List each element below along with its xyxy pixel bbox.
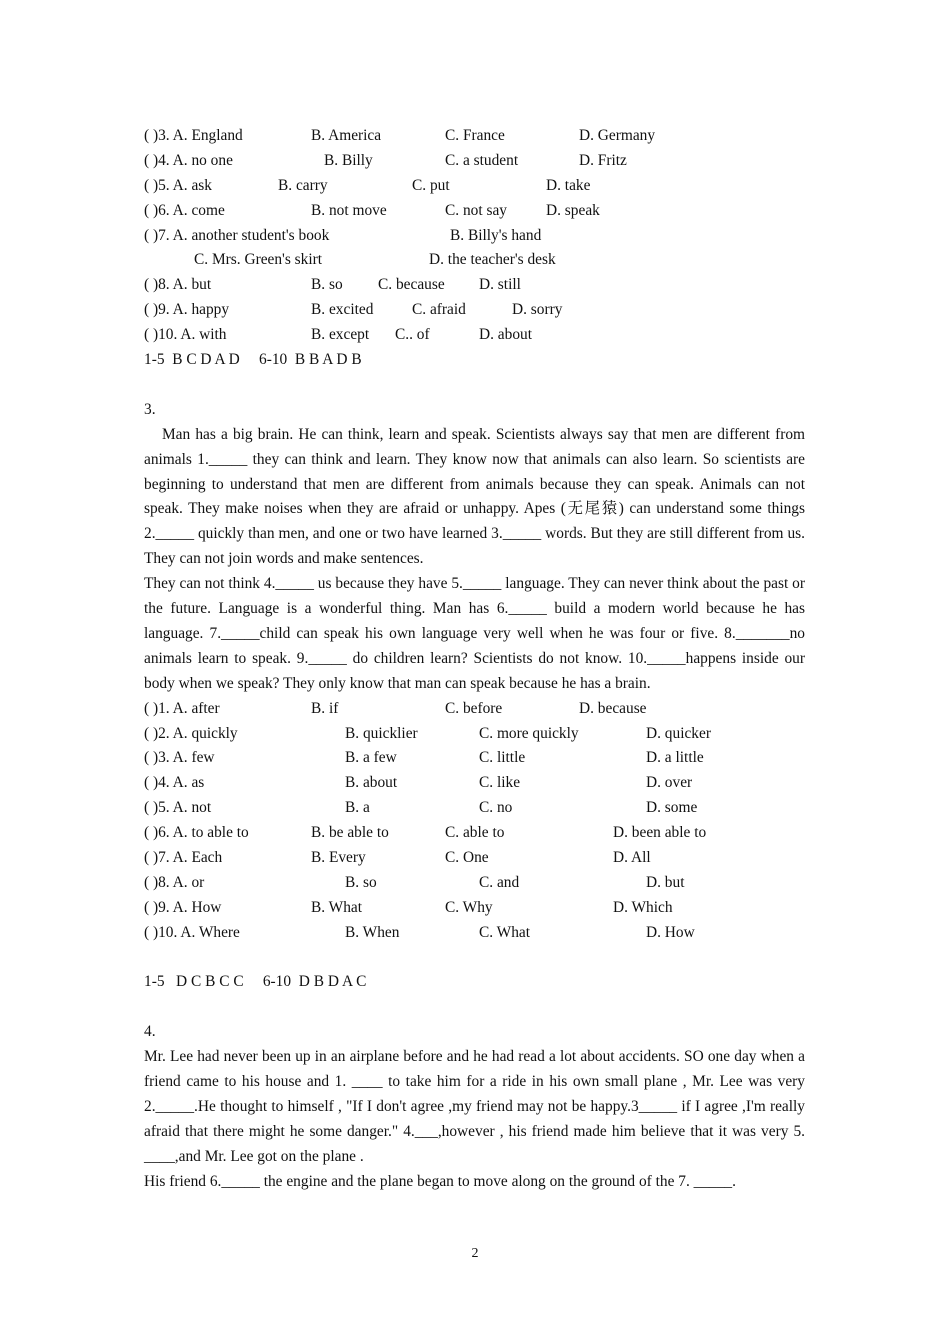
question-row bbox=[144, 199, 805, 224]
option-d: D. over bbox=[646, 774, 693, 792]
option-d: D. quicker bbox=[646, 724, 711, 742]
option-d: D. sorry bbox=[512, 301, 563, 319]
question-row bbox=[144, 697, 805, 722]
question-stem: ( )10. A. with bbox=[144, 326, 227, 344]
question-stem: ( )3. A. few bbox=[144, 749, 215, 767]
option-c: C. because bbox=[378, 276, 445, 294]
question-row bbox=[144, 273, 805, 298]
option-d: D. a little bbox=[646, 749, 704, 767]
question-row bbox=[144, 896, 805, 921]
option-c: C. more quickly bbox=[479, 724, 579, 742]
section-number: 3. bbox=[144, 400, 156, 418]
option-b: B. What bbox=[311, 898, 363, 916]
option-d: D. but bbox=[646, 873, 685, 891]
question-stem: ( )8. A. but bbox=[144, 276, 212, 294]
option-b: B. be able to bbox=[311, 824, 389, 842]
answer-key: 1-5 B C D A D 6-10 B B A D B bbox=[144, 351, 362, 369]
option-b: B. except bbox=[311, 326, 370, 344]
question-stem: ( )3. A. England bbox=[144, 127, 243, 144]
option-c: C. able to bbox=[445, 824, 505, 842]
option-b: B. so bbox=[345, 873, 377, 891]
option-c: C. no bbox=[479, 799, 513, 817]
option-c: C. not say bbox=[445, 201, 507, 219]
option-b: B. Billy bbox=[324, 151, 373, 169]
option-c: C. afraid bbox=[412, 301, 466, 319]
question-row bbox=[144, 224, 805, 249]
question-row bbox=[144, 298, 805, 323]
option-d: D. take bbox=[546, 176, 591, 194]
question-stem: ( )7. A. Each bbox=[144, 849, 223, 866]
option-c: C. like bbox=[479, 774, 521, 792]
option-b: B. carry bbox=[278, 176, 328, 194]
question-row bbox=[144, 871, 805, 896]
option-d: D. Germany bbox=[579, 127, 656, 144]
option-b: B. excited bbox=[311, 301, 374, 319]
option-c: C. and bbox=[479, 873, 520, 891]
option-b: B. a few bbox=[345, 749, 397, 767]
option-b: B. Billy's hand bbox=[450, 226, 542, 244]
question-stem: ( )5. A. not bbox=[144, 799, 212, 817]
option-b: B. Every bbox=[311, 849, 366, 866]
question-row bbox=[144, 796, 805, 821]
option-b: B. quicklier bbox=[345, 724, 418, 742]
question-stem: ( )5. A. ask bbox=[144, 176, 212, 194]
question-stem: ( )7. A. another student's book bbox=[144, 226, 330, 244]
option-c: C. What bbox=[479, 923, 531, 941]
question-row bbox=[144, 921, 805, 946]
question-row bbox=[144, 722, 805, 747]
section-number: 4. bbox=[144, 1023, 156, 1041]
page-content bbox=[144, 124, 805, 1195]
option-b: B. a bbox=[345, 799, 370, 817]
question-row bbox=[144, 248, 805, 273]
question-row bbox=[144, 174, 805, 199]
passage-paragraph: They can not think 4._____ us because they have 5._____ language. They can never think about the past or the future. Language is a wonderful thing. Man has 6._____ build a modern world because he has language. 7._____child can speak his own language very well when he was four or five. 8._______no animals learn to speak. 9._____ do children learn? Scientists do not know. 10._____happens inside our body when we speak? They only know that man can speak because he has a brain. bbox=[144, 575, 805, 692]
option-d: D. All bbox=[613, 849, 651, 866]
option-c: C. little bbox=[479, 749, 526, 767]
option-d: D. still bbox=[479, 276, 521, 294]
question-stem: ( )9. A. How bbox=[144, 898, 222, 916]
question-stem: ( )8. A. or bbox=[144, 873, 205, 891]
question-stem: ( )4. A. as bbox=[144, 774, 205, 792]
option-b: B. about bbox=[345, 774, 398, 792]
option-d: D. Which bbox=[613, 898, 673, 916]
option-d: D. been able to bbox=[613, 824, 707, 842]
option-d: D. How bbox=[646, 923, 695, 941]
question-stem: ( )1. A. after bbox=[144, 699, 220, 717]
option-c: C. before bbox=[445, 699, 503, 717]
option-c: C. France bbox=[445, 127, 505, 144]
option-b: B. America bbox=[311, 127, 382, 144]
option-d: D. some bbox=[646, 799, 698, 817]
question-stem: ( )2. A. quickly bbox=[144, 724, 238, 742]
option-c: C. put bbox=[412, 176, 450, 194]
question-stem: ( )4. A. no one bbox=[144, 151, 233, 169]
passage-paragraph: His friend 6._____ the engine and the plane began to move along on the ground of the 7. _____. bbox=[144, 1172, 736, 1190]
question-row bbox=[144, 846, 805, 871]
passage-paragraph: Mr. Lee had never been up in an airplane before and he had read a lot about accidents. SO one day when a friend came to his house and 1. ____ to take him for a ride in his own small plane , Mr. Lee was very 2._____.He thought to himself , "If I don't agree ,my friend may not be happy.3_____ if I agree ,I'm really afraid that there might he some danger." 4.___,however , his friend made him believe that it was very 5. ____,and Mr. Lee got on the plane . bbox=[144, 1048, 805, 1165]
option-c: C. Mrs. Green's skirt bbox=[194, 251, 323, 269]
question-row bbox=[144, 124, 805, 149]
question-stem: ( )10. A. Where bbox=[144, 923, 240, 941]
question-row bbox=[144, 746, 805, 771]
option-c: C. a student bbox=[445, 151, 519, 169]
question-row bbox=[144, 771, 805, 796]
option-c: C. One bbox=[445, 849, 489, 866]
answer-key: 1-5 D C B C C 6-10 D B D A C bbox=[144, 973, 367, 991]
option-d: D. speak bbox=[546, 201, 600, 219]
option-b: B. When bbox=[345, 923, 400, 941]
option-b: B. so bbox=[311, 276, 343, 294]
page-number: 2 bbox=[471, 1246, 479, 1261]
option-c: C. Why bbox=[445, 898, 493, 916]
question-stem: ( )6. A. come bbox=[144, 201, 225, 219]
passage-paragraph: Man has a big brain. He can think, learn and speak. Scientists always say that men are different from animals 1._____ they can think and learn. They know now that animals can also learn. So scientists are beginning to understand that men are different from animals because they can speak. Animals can not speak. They make noises when they are afraid or unhappy. Apes (无尾猿) can understand some things 2._____ quickly than men, and one or two have learned 3._____ words. But they are still different from us. They can not join words and make sentences. bbox=[144, 425, 805, 568]
option-b: B. if bbox=[311, 699, 339, 717]
option-d: D. because bbox=[579, 699, 647, 717]
question-stem: ( )9. A. happy bbox=[144, 301, 230, 319]
option-d: D. Fritz bbox=[579, 151, 627, 169]
question-row bbox=[144, 149, 805, 174]
option-c: C.. of bbox=[395, 326, 430, 344]
option-d: D. about bbox=[479, 326, 533, 344]
question-stem: ( )6. A. to able to bbox=[144, 824, 249, 842]
question-row bbox=[144, 323, 805, 348]
option-d: D. the teacher's desk bbox=[429, 251, 556, 269]
option-b: B. not move bbox=[311, 201, 387, 219]
question-row bbox=[144, 821, 805, 846]
